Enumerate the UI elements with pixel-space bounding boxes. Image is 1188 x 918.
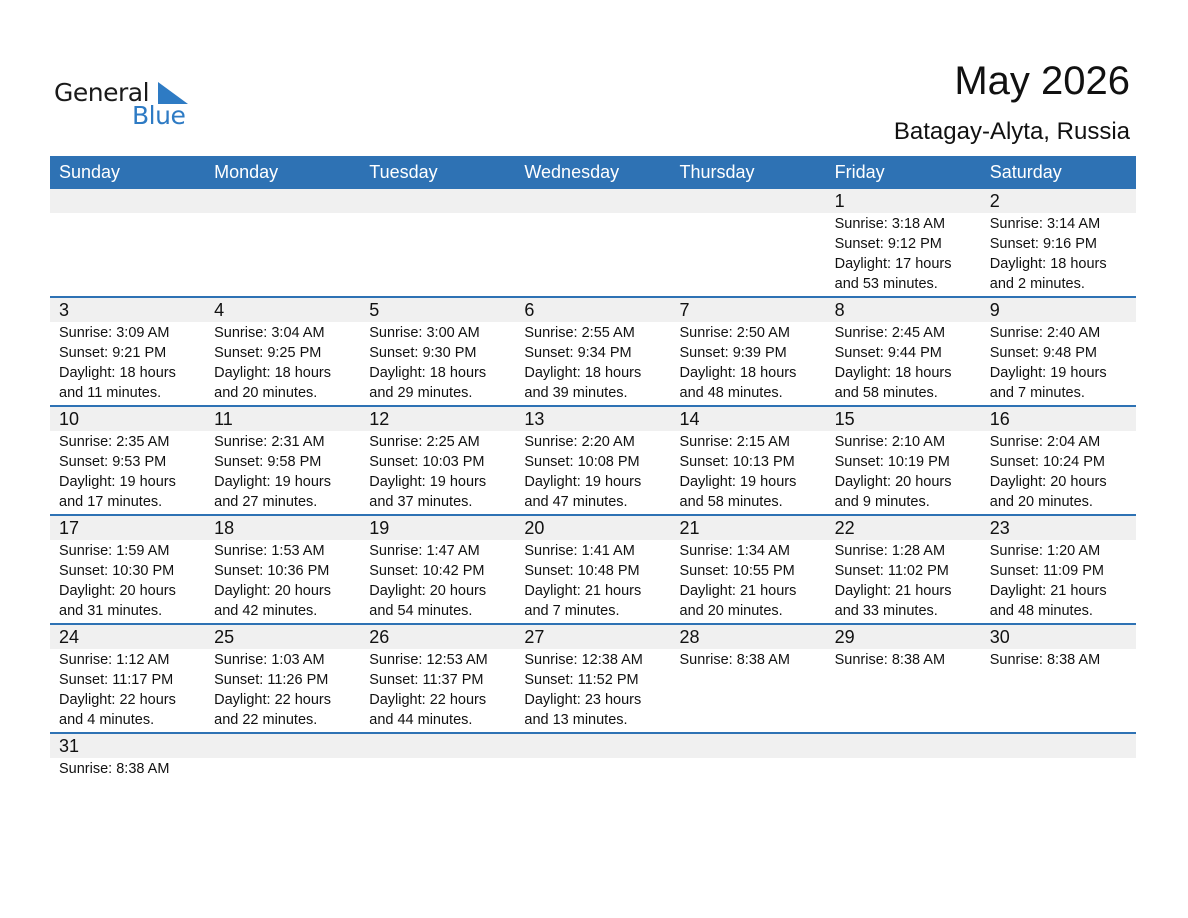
day-cell: [671, 540, 826, 623]
day-cell: [50, 758, 205, 788]
day-cell: [205, 431, 360, 514]
page-title: May 2026: [954, 59, 1130, 103]
day-details-row: [50, 213, 1136, 296]
sunset-text: Sunset: 9:12 PM: [834, 236, 942, 252]
day-number: 16: [989, 409, 1010, 429]
day-number: [360, 189, 515, 213]
daylight-text: Daylight: 20 hours: [834, 474, 952, 490]
day-number: 25: [214, 627, 235, 647]
day-number: 30: [989, 627, 1010, 647]
daylight-minutes-text: and 44 minutes.: [369, 712, 473, 728]
day-cell: [826, 322, 981, 405]
daylight-minutes-text: and 47 minutes.: [524, 494, 628, 510]
day-cell: [981, 213, 1136, 296]
sunset-text: Sunset: 9:53 PM: [59, 454, 167, 470]
daylight-minutes-text: and 20 minutes.: [214, 385, 318, 401]
week-row: [50, 625, 1136, 734]
daylight-minutes-text: and 22 minutes.: [214, 712, 318, 728]
sunrise-text: Sunrise: 8:38 AM: [679, 652, 790, 668]
day-number: 21: [679, 518, 700, 538]
day-cell: [826, 213, 981, 296]
day-number: 19: [369, 518, 390, 538]
day-number: [981, 734, 1136, 758]
day-number: 15: [834, 409, 855, 429]
date-strip: [50, 189, 1136, 213]
sunrise-text: Sunrise: 1:59 AM: [59, 543, 170, 559]
day-cell: [671, 213, 826, 296]
daylight-text: Daylight: 21 hours: [989, 583, 1107, 599]
day-number: [826, 734, 981, 758]
daylight-text: Daylight: 22 hours: [59, 692, 176, 708]
daylight-text: Daylight: 20 hours: [214, 583, 331, 599]
weekday-header-thursday: Thursday: [679, 162, 755, 182]
day-cell: [515, 431, 670, 514]
daylight-minutes-text: and 27 minutes.: [214, 494, 318, 510]
daylight-text: Daylight: 19 hours: [214, 474, 331, 490]
day-number: [671, 734, 826, 758]
daylight-minutes-text: and 20 minutes.: [989, 494, 1093, 510]
day-number: 4: [214, 300, 225, 320]
sunset-text: Sunset: 10:42 PM: [369, 563, 485, 579]
sunrise-text: Sunrise: 3:18 AM: [834, 216, 946, 232]
daylight-minutes-text: and 58 minutes.: [679, 494, 783, 510]
daylight-minutes-text: and 53 minutes.: [834, 276, 938, 292]
sunrise-text: Sunrise: 1:53 AM: [214, 543, 325, 559]
daylight-minutes-text: and 39 minutes.: [524, 385, 628, 401]
sunset-text: Sunset: 10:24 PM: [989, 454, 1106, 470]
sunrise-text: Sunrise: 8:38 AM: [59, 761, 170, 777]
week-row: [50, 407, 1136, 516]
sunset-text: Sunset: 9:58 PM: [214, 454, 322, 470]
day-number: 3: [59, 300, 70, 320]
daylight-text: Daylight: 18 hours: [59, 365, 176, 381]
day-number: 31: [59, 736, 80, 756]
daylight-text: Daylight: 20 hours: [369, 583, 487, 599]
weeks-container: [50, 189, 1136, 788]
sunrise-text: Sunrise: 2:04 AM: [989, 434, 1101, 450]
general-blue-logo: [54, 78, 194, 130]
day-number: [205, 734, 360, 758]
daylight-text: Daylight: 18 hours: [834, 365, 952, 381]
day-number: 1: [834, 191, 845, 211]
day-number: 28: [679, 627, 700, 647]
daylight-text: Daylight: 21 hours: [524, 583, 642, 599]
daylight-text: Daylight: 22 hours: [369, 692, 487, 708]
sunrise-text: Sunrise: 2:50 AM: [679, 325, 790, 341]
sunrise-text: Sunrise: 1:34 AM: [679, 543, 790, 559]
day-details-row: [50, 322, 1136, 405]
sunrise-text: Sunrise: 3:09 AM: [59, 325, 170, 341]
sunrise-text: Sunrise: 2:45 AM: [834, 325, 946, 341]
day-cell: [981, 540, 1136, 623]
date-strip: [50, 516, 1136, 540]
daylight-text: Daylight: 22 hours: [214, 692, 331, 708]
date-strip: [50, 298, 1136, 322]
sunset-text: Sunset: 11:02 PM: [834, 563, 949, 579]
day-cell: [671, 758, 826, 788]
day-cell: [515, 649, 670, 732]
sunrise-text: Sunrise: 1:47 AM: [369, 543, 480, 559]
sunrise-text: Sunrise: 12:38 AM: [524, 652, 643, 668]
sunset-text: Sunset: 9:25 PM: [214, 345, 322, 361]
sunrise-text: Sunrise: 1:41 AM: [524, 543, 635, 559]
sunset-text: Sunset: 10:36 PM: [214, 563, 330, 579]
day-cell: [50, 649, 205, 732]
daylight-minutes-text: and 42 minutes.: [214, 603, 318, 619]
day-number: 20: [524, 518, 545, 538]
sunset-text: Sunset: 10:30 PM: [59, 563, 175, 579]
sunset-text: Sunset: 10:13 PM: [679, 454, 795, 470]
daylight-text: Daylight: 20 hours: [989, 474, 1107, 490]
day-cell: [671, 649, 826, 732]
daylight-text: Daylight: 21 hours: [834, 583, 952, 599]
weekday-header-saturday: Saturday: [989, 162, 1062, 182]
sunset-text: Sunset: 10:55 PM: [679, 563, 795, 579]
daylight-text: Daylight: 19 hours: [59, 474, 176, 490]
sunset-text: Sunset: 11:37 PM: [369, 672, 484, 688]
location-subtitle: Batagay-Alyta, Russia: [893, 118, 1130, 145]
daylight-minutes-text: and 54 minutes.: [369, 603, 473, 619]
daylight-minutes-text: and 31 minutes.: [59, 603, 163, 619]
day-number: 24: [59, 627, 80, 647]
day-number: 10: [59, 409, 80, 429]
daylight-minutes-text: and 33 minutes.: [834, 603, 938, 619]
day-cell: [981, 758, 1136, 788]
sunrise-text: Sunrise: 8:38 AM: [834, 652, 946, 668]
day-number: 12: [369, 409, 390, 429]
weekday-header-wednesday: Wednesday: [524, 162, 620, 182]
daylight-text: Daylight: 19 hours: [524, 474, 642, 490]
day-number: 27: [524, 627, 545, 647]
day-details-row: [50, 758, 1136, 788]
sunset-text: Sunset: 11:09 PM: [989, 563, 1104, 579]
day-cell: [826, 431, 981, 514]
sunset-text: Sunset: 9:48 PM: [989, 345, 1097, 361]
daylight-text: Daylight: 19 hours: [989, 365, 1107, 381]
daylight-text: Daylight: 17 hours: [834, 256, 952, 272]
day-number: 14: [679, 409, 700, 429]
day-details-row: [50, 431, 1136, 514]
daylight-text: Daylight: 18 hours: [369, 365, 487, 381]
sunrise-text: Sunrise: 1:28 AM: [834, 543, 946, 559]
day-cell: [205, 649, 360, 732]
day-number: 18: [214, 518, 235, 538]
day-number: 5: [369, 300, 380, 320]
day-cell: [981, 649, 1136, 732]
date-strip: [50, 407, 1136, 431]
date-strip: [50, 625, 1136, 649]
daylight-text: Daylight: 23 hours: [524, 692, 642, 708]
day-number: 9: [989, 300, 1000, 320]
daylight-minutes-text: and 13 minutes.: [524, 712, 628, 728]
sunset-text: Sunset: 9:39 PM: [679, 345, 787, 361]
sunset-text: Sunset: 9:44 PM: [834, 345, 942, 361]
sunrise-text: Sunrise: 1:03 AM: [214, 652, 325, 668]
day-number: 8: [834, 300, 845, 320]
day-details-row: [50, 540, 1136, 623]
day-cell: [360, 758, 515, 788]
day-cell: [360, 322, 515, 405]
daylight-minutes-text: and 20 minutes.: [679, 603, 783, 619]
weekday-header-monday: Monday: [214, 162, 279, 182]
day-cell: [826, 649, 981, 732]
sunrise-text: Sunrise: 2:15 AM: [679, 434, 790, 450]
day-cell: [826, 540, 981, 623]
sunset-text: Sunset: 10:03 PM: [369, 454, 485, 470]
day-cell: [50, 540, 205, 623]
logo-text-general: General: [54, 78, 150, 107]
day-number: 13: [524, 409, 545, 429]
day-cell: [205, 322, 360, 405]
daylight-minutes-text: and 37 minutes.: [369, 494, 473, 510]
sunrise-text: Sunrise: 2:20 AM: [524, 434, 635, 450]
sunrise-text: Sunrise: 2:35 AM: [59, 434, 170, 450]
day-number: [515, 734, 670, 758]
sunset-text: Sunset: 9:30 PM: [369, 345, 477, 361]
weekday-header-tuesday: Tuesday: [369, 162, 438, 182]
day-number: 29: [834, 627, 855, 647]
daylight-minutes-text: and 9 minutes.: [834, 494, 930, 510]
day-number: [671, 189, 826, 213]
sunrise-text: Sunrise: 2:10 AM: [834, 434, 946, 450]
sunrise-text: Sunrise: 2:40 AM: [989, 325, 1101, 341]
day-cell: [826, 758, 981, 788]
sunset-text: Sunset: 11:52 PM: [524, 672, 639, 688]
daylight-text: Daylight: 18 hours: [679, 365, 797, 381]
sunrise-text: Sunrise: 2:55 AM: [524, 325, 635, 341]
day-number: 22: [834, 518, 855, 538]
day-cell: [50, 431, 205, 514]
weekday-header-row: [50, 156, 1136, 189]
day-number: 2: [989, 191, 1000, 211]
sunrise-text: Sunrise: 2:31 AM: [214, 434, 325, 450]
day-cell: [981, 322, 1136, 405]
weekday-header-friday: Friday: [834, 162, 885, 182]
daylight-minutes-text: and 58 minutes.: [834, 385, 938, 401]
weekday-header-sunday: Sunday: [59, 162, 121, 182]
daylight-text: Daylight: 19 hours: [369, 474, 487, 490]
day-number: [205, 189, 360, 213]
day-number: 6: [524, 300, 535, 320]
sunset-text: Sunset: 10:08 PM: [524, 454, 640, 470]
day-number: 17: [59, 518, 80, 538]
sunset-text: Sunset: 11:26 PM: [214, 672, 329, 688]
day-cell: [50, 213, 205, 296]
day-cell: [360, 213, 515, 296]
daylight-minutes-text: and 11 minutes.: [59, 385, 162, 401]
week-row: [50, 516, 1136, 625]
sunset-text: Sunset: 9:21 PM: [59, 345, 167, 361]
daylight-minutes-text: and 2 minutes.: [989, 276, 1085, 292]
daylight-minutes-text: and 7 minutes.: [989, 385, 1085, 401]
daylight-minutes-text: and 17 minutes.: [59, 494, 163, 510]
day-cell: [205, 540, 360, 623]
sunset-text: Sunset: 11:17 PM: [59, 672, 174, 688]
day-cell: [360, 649, 515, 732]
sunrise-text: Sunrise: 1:20 AM: [989, 543, 1101, 559]
sunset-text: Sunset: 9:16 PM: [989, 236, 1097, 252]
sunrise-text: Sunrise: 8:38 AM: [989, 652, 1101, 668]
sunset-text: Sunset: 10:48 PM: [524, 563, 640, 579]
daylight-text: Daylight: 19 hours: [679, 474, 797, 490]
daylight-text: Daylight: 21 hours: [679, 583, 797, 599]
daylight-minutes-text: and 48 minutes.: [989, 603, 1093, 619]
daylight-minutes-text: and 29 minutes.: [369, 385, 473, 401]
day-cell: [515, 213, 670, 296]
day-number: [360, 734, 515, 758]
day-cell: [360, 431, 515, 514]
day-cell: [360, 540, 515, 623]
date-strip: [50, 734, 1136, 758]
sunrise-text: Sunrise: 3:14 AM: [989, 216, 1101, 232]
day-number: 7: [679, 300, 690, 320]
daylight-text: Daylight: 18 hours: [214, 365, 331, 381]
week-row: [50, 734, 1136, 788]
logo-text-blue: Blue: [132, 101, 186, 130]
week-row: [50, 189, 1136, 298]
daylight-minutes-text: and 48 minutes.: [679, 385, 783, 401]
sunrise-text: Sunrise: 12:53 AM: [369, 652, 488, 668]
sunrise-text: Sunrise: 3:04 AM: [214, 325, 325, 341]
daylight-minutes-text: and 4 minutes.: [59, 712, 155, 728]
sunrise-text: Sunrise: 3:00 AM: [369, 325, 480, 341]
day-cell: [515, 322, 670, 405]
day-cell: [515, 540, 670, 623]
sunset-text: Sunset: 9:34 PM: [524, 345, 632, 361]
sunrise-text: Sunrise: 2:25 AM: [369, 434, 480, 450]
week-row: [50, 298, 1136, 407]
day-number: [50, 189, 205, 213]
day-cell: [205, 213, 360, 296]
day-cell: [205, 758, 360, 788]
sunrise-text: Sunrise: 1:12 AM: [59, 652, 170, 668]
day-number: 11: [214, 409, 233, 429]
daylight-text: Daylight: 18 hours: [989, 256, 1107, 272]
day-details-row: [50, 649, 1136, 732]
calendar-grid: [50, 156, 1136, 788]
day-cell: [981, 431, 1136, 514]
daylight-text: Daylight: 20 hours: [59, 583, 176, 599]
day-number: 26: [369, 627, 390, 647]
day-cell: [515, 758, 670, 788]
day-cell: [671, 322, 826, 405]
daylight-minutes-text: and 7 minutes.: [524, 603, 620, 619]
day-number: [515, 189, 670, 213]
day-cell: [50, 322, 205, 405]
sunset-text: Sunset: 10:19 PM: [834, 454, 950, 470]
day-number: 23: [989, 518, 1010, 538]
daylight-text: Daylight: 18 hours: [524, 365, 642, 381]
day-cell: [671, 431, 826, 514]
